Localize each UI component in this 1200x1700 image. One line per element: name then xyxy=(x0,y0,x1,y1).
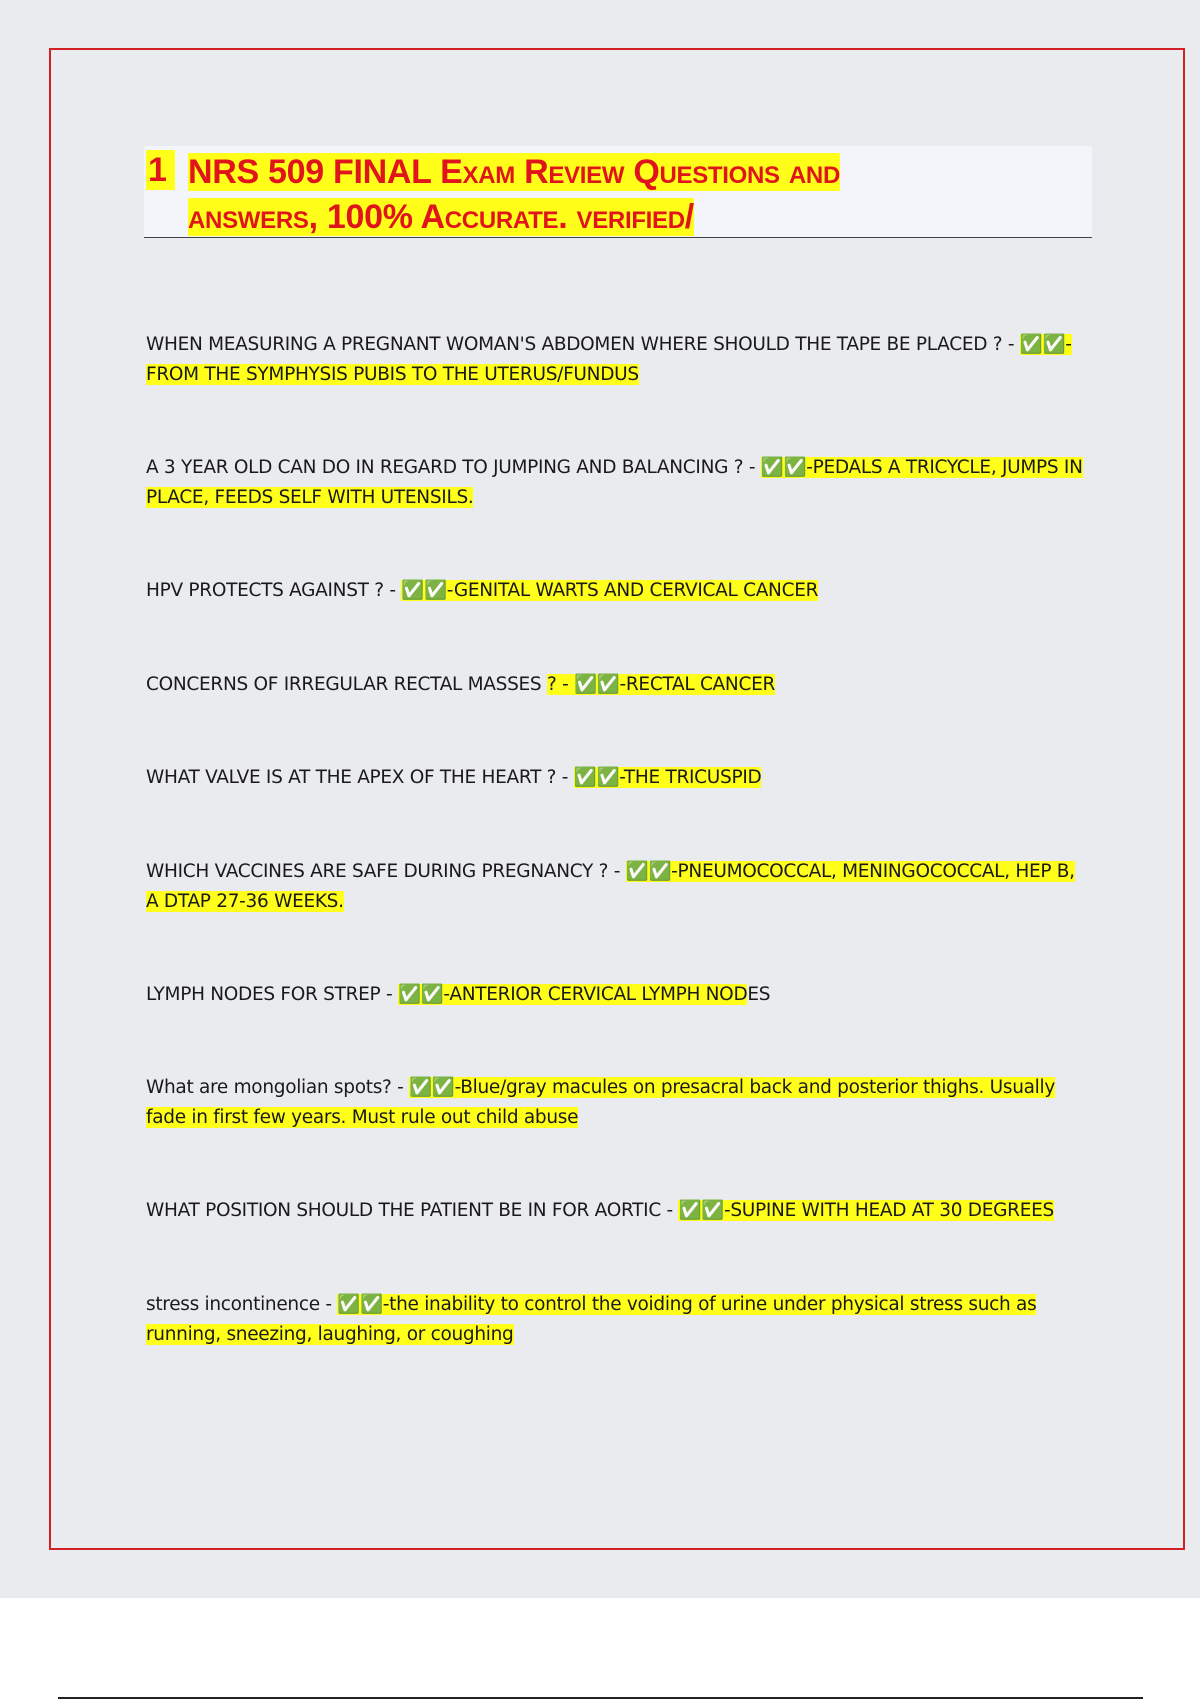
question-text: WHICH VACCINES ARE SAFE DURING PREGNANCY ? - xyxy=(146,861,626,882)
qa-item xyxy=(146,1073,1086,1133)
footer-divider xyxy=(58,1697,1143,1699)
heading-line-2: answers, 100% Accurate. verified/ xyxy=(188,198,694,236)
answer-text: ✅✅-FROM THE SYMPHYSIS PUBIS TO THE UTERUS/FUNDUS xyxy=(146,334,1072,385)
question-text: A 3 YEAR OLD CAN DO IN REGARD TO JUMPING AND BALANCING ? - xyxy=(146,457,761,478)
qa-item xyxy=(146,1196,1086,1226)
question-text: HPV PROTECTS AGAINST ? - xyxy=(146,580,402,601)
answer-text: ✅✅-the inability to control the voiding of urine under physical stress such as running, sneezing, laughing, or coughing xyxy=(146,1294,1037,1345)
answer-text: ✅✅-SUPINE WITH HEAD AT 30 DEGREES xyxy=(678,1200,1054,1221)
answer-text: ✅✅-PEDALS A TRICYCLE, JUMPS IN PLACE, FEEDS SELF WITH UTENSILS. xyxy=(146,457,1083,508)
qa-item xyxy=(146,453,1086,513)
question-text: WHAT POSITION SHOULD THE PATIENT BE IN FOR AORTIC - xyxy=(146,1200,679,1221)
answer-tail-text: ES xyxy=(747,984,771,1005)
answer-text: ✅✅-THE TRICUSPID xyxy=(573,767,762,788)
heading-number: 1 xyxy=(146,150,175,190)
answer-text: ? - ✅✅-RECTAL CANCER xyxy=(546,674,776,695)
qa-item xyxy=(146,1290,1086,1350)
heading-line-1: NRS 509 FINAL Exam Review Questions and xyxy=(188,153,841,191)
answer-text: ✅✅-GENITAL WARTS AND CERVICAL CANCER xyxy=(401,580,819,601)
answer-text: ✅✅-Blue/gray macules on presacral back and posterior thighs. Usually fade in first few years. Must rule out child abuse xyxy=(146,1077,1055,1128)
question-text: CONCERNS OF IRREGULAR RECTAL MASSES xyxy=(146,674,547,695)
qa-item xyxy=(146,763,1086,793)
question-text: What are mongolian spots? - xyxy=(146,1077,410,1098)
answer-text: ✅✅-ANTERIOR CERVICAL LYMPH NOD xyxy=(397,984,748,1005)
qa-item xyxy=(146,576,1086,606)
question-text: WHEN MEASURING A PREGNANT WOMAN'S ABDOMEN WHERE SHOULD THE TAPE BE PLACED ? - xyxy=(146,334,1020,355)
qa-item xyxy=(146,330,1086,390)
qa-item xyxy=(146,857,1086,917)
qa-item xyxy=(146,980,1086,1010)
qa-list xyxy=(146,330,1086,1350)
question-text: stress incontinence - xyxy=(146,1294,338,1315)
question-text: WHAT VALVE IS AT THE APEX OF THE HEART ? - xyxy=(146,767,574,788)
document-heading xyxy=(144,146,1092,238)
answer-text: ✅✅-PNEUMOCOCCAL, MENINGOCOCCAL, HEP B, A DTAP 27-36 WEEKS. xyxy=(146,861,1075,912)
question-text: LYMPH NODES FOR STREP - xyxy=(146,984,398,1005)
qa-item xyxy=(146,670,1086,700)
heading-title xyxy=(188,150,988,240)
